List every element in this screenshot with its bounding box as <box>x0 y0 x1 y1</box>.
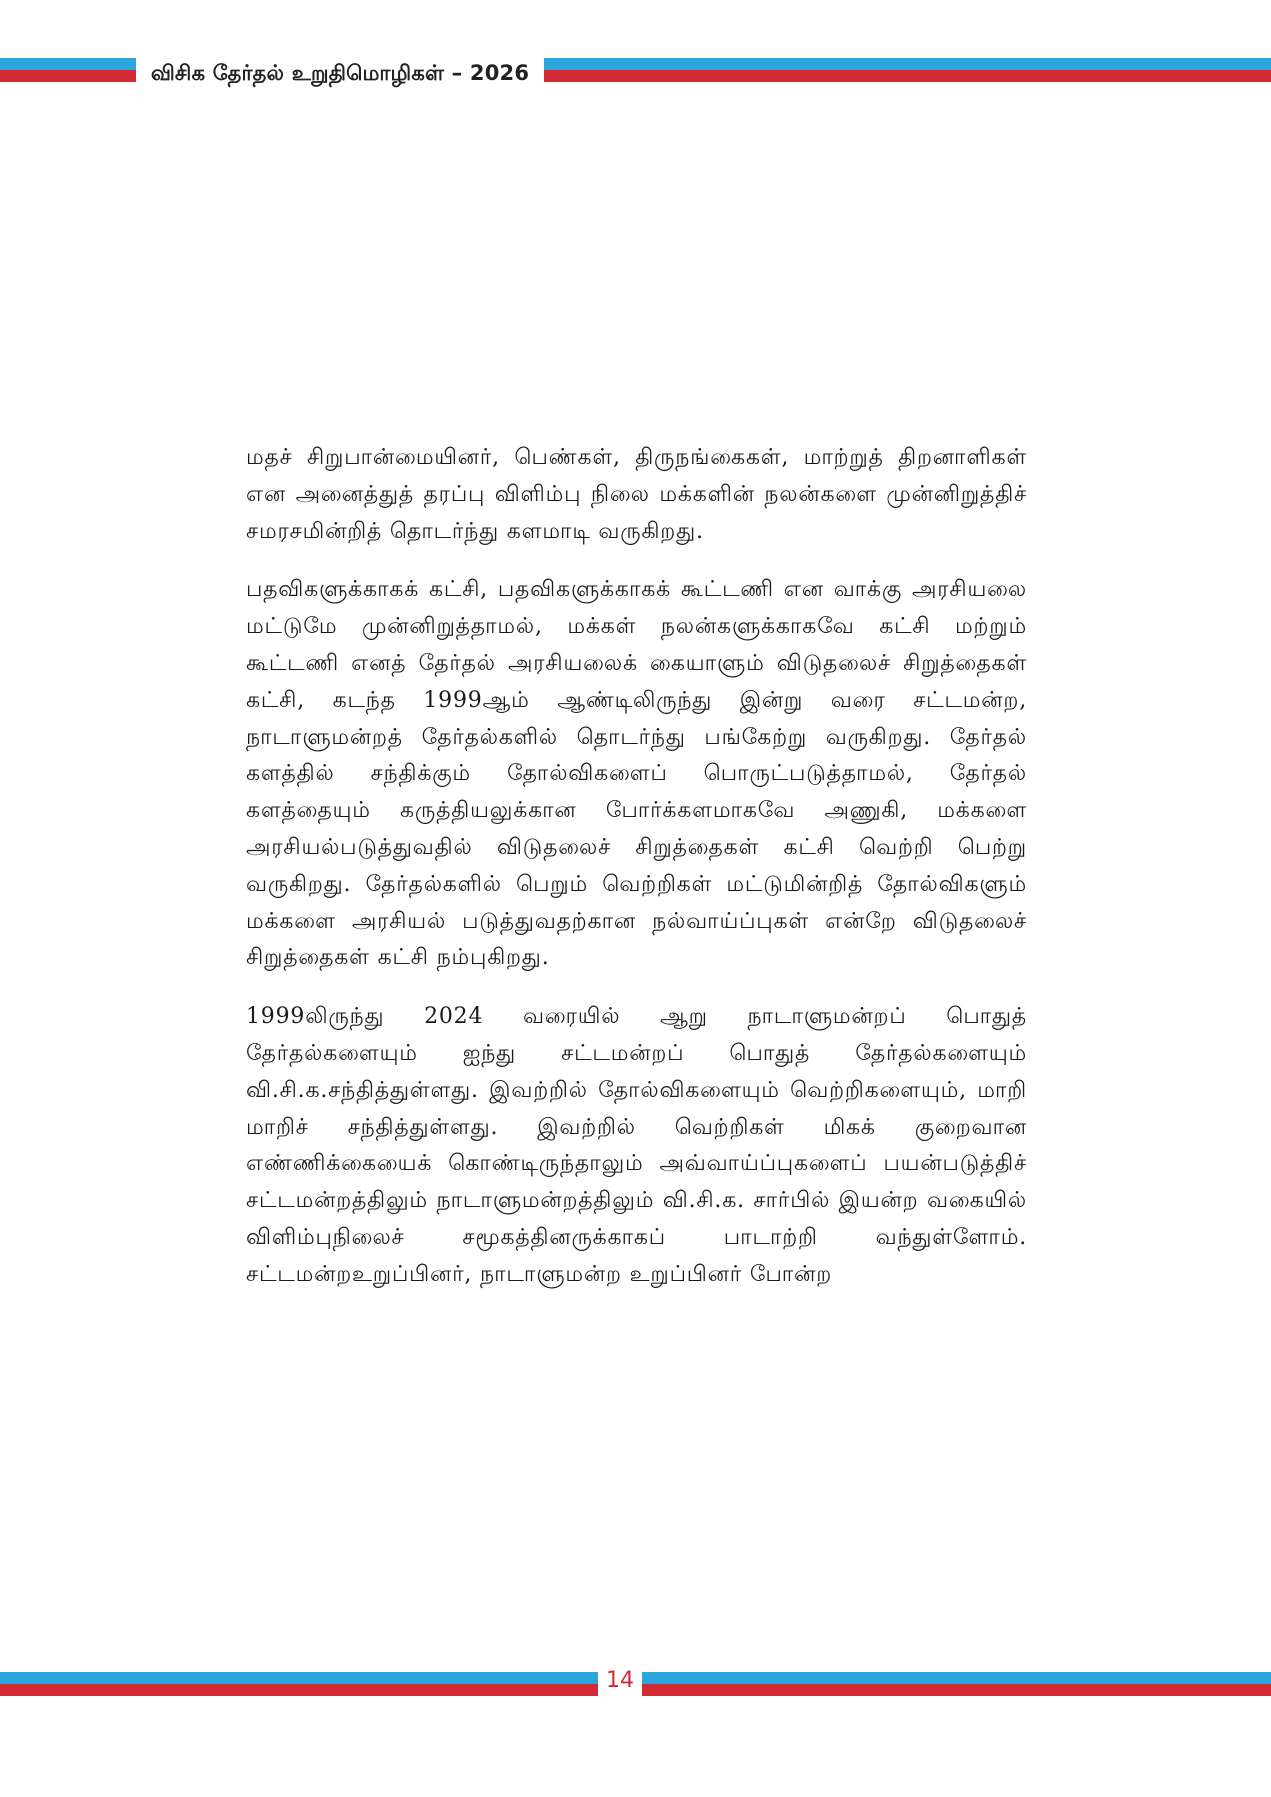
paragraph-1: மதச் சிறுபான்மையினர், பெண்கள், திருநங்கைகள், மாற்றுத் திறனாளிகள் என அனைத்துத் தரப்பு விளிம்பு நிலை மக்களின் நலன்களை முன்னிறுத்திச் சமரசமின்றித் தொடர்ந்து களமாடி வருகிறது. <box>246 445 1027 544</box>
footer-stripe-red-left <box>0 1684 598 1696</box>
page-body <box>246 440 1027 1316</box>
header-stripe-blue-right <box>544 58 1271 70</box>
footer-stripe-red-right <box>642 1684 1271 1696</box>
paragraph-3: 1999லிருந்து 2024 வரையில் ஆறு நாடாளுமன்றப் பொதுத் தேர்தல்களையும் ஐந்து சட்டமன்றப் பொதுத் தேர்தல்களையும் வி.சி.க.சந்தித்துள்ளது. இவற்றில் தோல்விகளையும் வெற்றிகளையும், மாறி மாறிச் சந்தித்துள்ளது. இவற்றில் வெற்றிகள் மிகக் குறைவான எண்ணிக்கையைக் கொண்டிருந்தாலும் அவ்வாய்ப்புகளைப் பயன்படுத்திச் சட்டமன்றத்திலும் நாடாளுமன்றத்திலும் வி.சி.க. சார்பில் இயன்ற வகையில் விளிம்புநிலைச் சமூகத்தினருக்காகப் பாடாற்றி வந்துள்ளோம். சட்டமன்றஉறுப்பினர், நாடாளுமன்ற உறுப்பினர் போன்ற <box>246 1004 1027 1287</box>
paragraph-2: பதவிகளுக்காகக் கட்சி, பதவிகளுக்காகக் கூட்டணி என வாக்கு அரசியலை மட்டுமே முன்னிறுத்தாமல், மக்கள் நலன்களுக்காகவே கட்சி மற்றும் கூட்டணி எனத் தேர்தல் அரசியலைக் கையாளும் விடுதலைச் சிறுத்தைகள் கட்சி, கடந்த 1999ஆம் ஆண்டிலிருந்து இன்று வரை சட்டமன்ற, நாடாளுமன்றத் தேர்தல்களில் தொடர்ந்து பங்கேற்று வருகிறது. தேர்தல் களத்தில் சந்திக்கும் தோல்விகளைப் பொருட்படுத்தாமல், தேர்தல் களத்தையும் கருத்தியலுக்கான போர்க்களமாகவே அணுகி, மக்களை அரசியல்படுத்துவதில் விடுதலைச் சிறுத்தைகள் கட்சி வெற்றி பெற்று வருகிறது. தேர்தல்களில் பெறும் வெற்றிகள் மட்டுமின்றித் தோல்விகளும் மக்களை அரசியல் படுத்துவதற்கான நல்வாய்ப்புகள் என்றே விடுதலைச் சிறுத்தைகள் கட்சி நம்புகிறது. <box>246 577 1027 971</box>
page-number: 14 <box>598 1666 642 1696</box>
header-stripe-blue-left <box>0 58 136 70</box>
header-stripe-red-left <box>0 70 136 82</box>
header-stripe-red-right <box>544 70 1271 82</box>
header-title: விசிக தேர்தல் உறுதிமொழிகள் – 2026 <box>136 57 544 89</box>
footer-stripe-blue-left <box>0 1672 598 1684</box>
footer-stripe-blue-right <box>642 1672 1271 1684</box>
